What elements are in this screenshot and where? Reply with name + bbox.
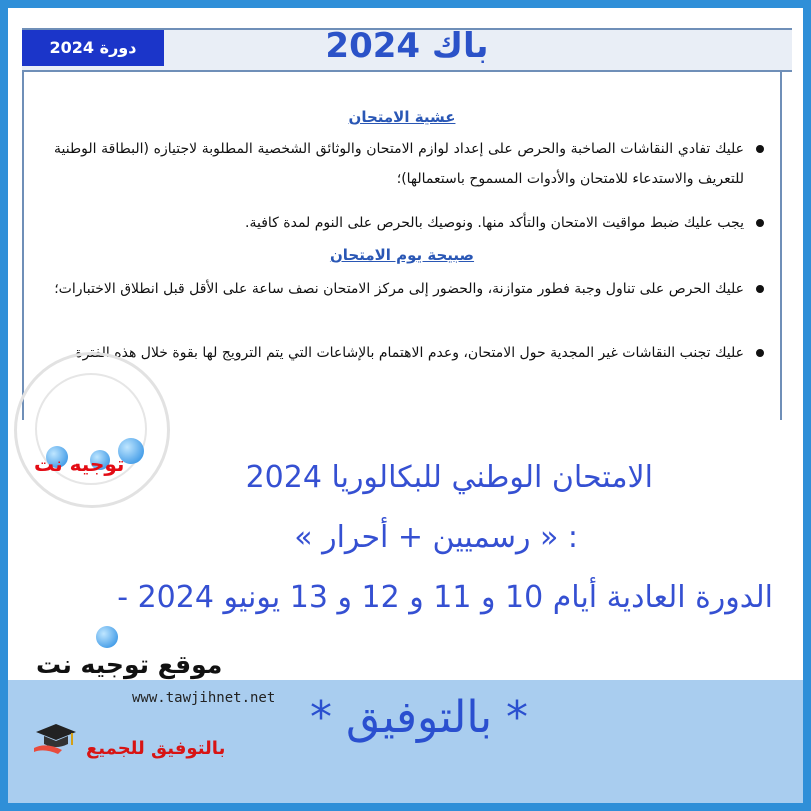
exam-title-line: الامتحان الوطني للبكالوريا 2024 xyxy=(245,460,653,495)
best-wishes-text: * بالتوفيق * xyxy=(310,692,529,743)
bullet-dot-icon xyxy=(756,145,764,153)
bullet-dot-icon xyxy=(756,349,764,357)
list-item xyxy=(54,208,744,238)
bullet-dot-icon xyxy=(756,285,764,293)
evening-section-title: عشية الامتحان xyxy=(348,108,456,126)
candidates-line: : « رسميين + أحرار » xyxy=(294,520,578,555)
morning-section-title: صبيحة يوم الامتحان xyxy=(329,246,475,264)
list-item xyxy=(54,134,744,194)
graduation-cap-icon xyxy=(32,718,78,756)
morning-tip-2: عليك تجنب النقاشات غير المجدية حول الامتحان، وعدم الاهتمام بالإشاعات التي يتم الترويج لها بقوة خلال هذه الفترة. xyxy=(70,345,744,361)
site-logo: موقع توجيه نت xyxy=(36,650,223,679)
exam-dates-line: الدورة العادية أيام 10 و 11 و 12 و 13 يونيو 2024 - xyxy=(117,580,773,615)
list-item xyxy=(54,338,744,368)
bullet-dot-icon xyxy=(756,219,764,227)
list-item xyxy=(54,274,744,304)
watermark-seal xyxy=(14,352,170,508)
logo-bubble-icon xyxy=(96,626,118,648)
watermark-brand-name: توجيه نت xyxy=(34,452,125,476)
session-badge: دورة 2024 xyxy=(22,30,164,66)
evening-tip-2: يجب عليك ضبط مواقيت الامتحان والتأكد منها. ونوصيك بالحرص على النوم لمدة كافية. xyxy=(245,215,744,231)
slogan-text: بالتوفيق للجميع xyxy=(86,738,226,759)
evening-tip-1: عليك تفادي النقاشات الصاخبة والحرص على إعداد لوازم الامتحان والوثائق الشخصية المطلوبة لاجتيازه (البطاقة الوطنية للتعريف والاستدعاء للامتحان والأدوات المسموح باستعمالها)؛ xyxy=(54,141,744,187)
page-title: باك 2024 xyxy=(325,26,489,66)
site-url-link[interactable]: www.tawjihnet.net xyxy=(132,690,276,706)
morning-tip-1: عليك الحرص على تناول وجبة فطور متوازنة، والحضور إلى مركز الامتحان نصف ساعة على الأقل قبل انطلاق الاختبارات؛ xyxy=(54,281,744,297)
